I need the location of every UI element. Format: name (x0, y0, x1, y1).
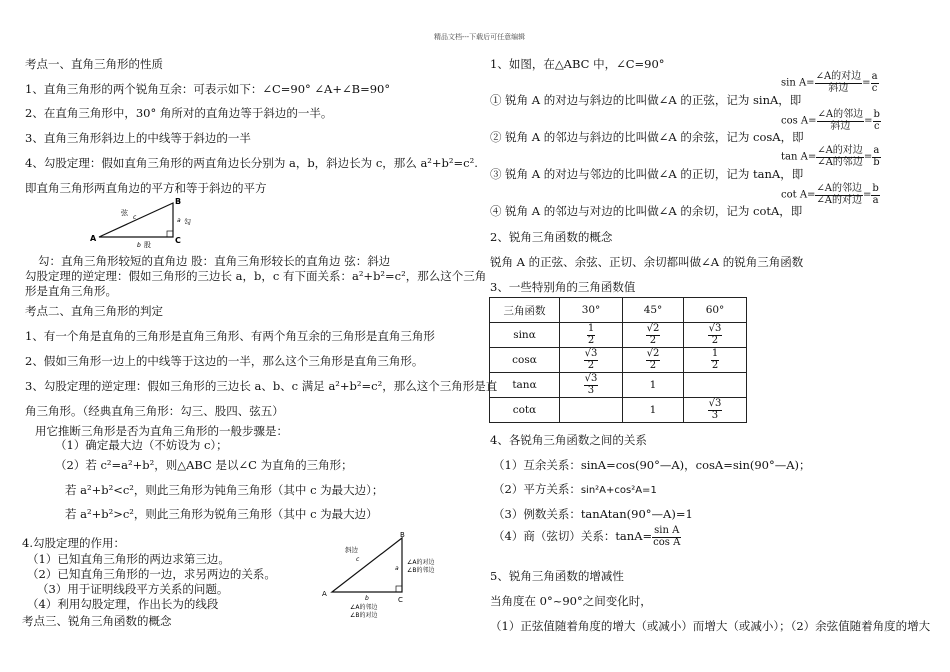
right-triangle-figure-1 (85, 195, 205, 250)
label-c: c (356, 556, 360, 563)
right-item-3: 3、一些特别角的三角函数值 (490, 280, 636, 294)
property-1: 1、直角三角形的两个锐角互余：可表示如下：∠C=90° ∠A+∠B=90° (25, 82, 391, 96)
value-cell: 1 (623, 373, 684, 398)
uses-title: 4.勾股定理的作用： (22, 536, 125, 550)
sin-definition: ① 锐角 A 的对边与斜边的比叫做∠A 的正弦，记为 sinA，即 (490, 93, 802, 107)
label-C: C (398, 596, 403, 604)
section-title-1: 考点一、直角三角形的性质 (25, 57, 163, 71)
label-hyp: 弦 (121, 209, 128, 217)
fn-name: cosα (490, 348, 560, 373)
relation-4-fraction: $\frac{\text{sin A}}{\text{cos A}}$ (653, 525, 681, 548)
step-3: 若 a²+b²<c²，则此三角形为钝角三角形（其中 c 为最大边）； (65, 483, 384, 497)
right-angle-mark (167, 231, 173, 237)
label-A: A (90, 234, 97, 243)
formula-lhs: cot A= (781, 189, 816, 201)
table-header: 三角函数 (490, 298, 560, 323)
table-row (490, 348, 747, 373)
value-cell: $\frac{√2}{2}$ (623, 323, 684, 348)
side-definitions: 勾：直角三角形较短的直角边 股：直角三角形较长的直角边 弦：斜边 (38, 254, 391, 268)
section-title-2: 考点二、直角三角形的判定 (25, 304, 163, 318)
label-gu: 股 (144, 241, 151, 249)
property-2: 2、在直角三角形中，30° 角所对的直角边等于斜边的一半。 (25, 106, 333, 120)
label-a: a (395, 565, 399, 572)
relation-2 (493, 481, 657, 497)
value-cell: 1 (623, 398, 684, 423)
formula-lhs: tan A= (781, 151, 817, 163)
right-item-5-intro: 当角度在 0°~90°之间变化时， (490, 594, 652, 608)
tan-formula: tan A= $\frac{\text{∠A的对边}}{\text{∠A的邻边}}$ = $\frac{a}{b}$ (781, 145, 880, 168)
label-bot1: ∠A的邻边 (350, 604, 378, 611)
special-angle-table (489, 297, 747, 423)
label-A: A (322, 590, 327, 598)
table-header-row (490, 298, 747, 323)
right-triangle-figure-2 (310, 528, 470, 624)
page-header: 精品文档---下载后可任意编辑 (434, 33, 526, 41)
label-opp: ∠A的对边 (407, 559, 435, 566)
table-header: 45° (623, 298, 684, 323)
use-3: （3）用于证明线段平方关系的问题。 (37, 582, 229, 596)
table-header: 30° (560, 298, 623, 323)
label-a: a (177, 217, 181, 224)
value-cell: $\frac{√3}{2}$ (684, 323, 747, 348)
triangle-shape (332, 538, 402, 592)
value-cell: $\frac{1}{2}$ (560, 323, 623, 348)
property-4: 4、勾股定理：假如直角三角形的两直角边长分别为 a，b，斜边长为 c，那么 a²+b²=c². (25, 156, 478, 170)
right-item-5-body: （1）正弦值随着角度的增大（或减小）而增大（或减小）；（2）余弦值随着角度的增大 (490, 619, 931, 633)
use-4: （4）利用勾股定理，作出长为的线段 (27, 597, 219, 611)
property-4-note: 即直角三角形两直角边的平方和等于斜边的平方 (25, 181, 267, 195)
right-item-2: 2、锐角三角函数的概念 (490, 230, 613, 244)
label-B: B (400, 531, 405, 539)
fn-name: sinα (490, 323, 560, 348)
value-cell: $\frac{√3}{3}$ (560, 373, 623, 398)
table-header: 60° (684, 298, 747, 323)
value-cell (684, 373, 747, 398)
table-row (490, 323, 747, 348)
relation-3: （3）例数关系：tanAtan(90°—A)=1 (493, 507, 693, 521)
label-gou: 勾 (184, 218, 191, 226)
use-1: （1）已知直角三角形的两边求第三边。 (27, 552, 230, 566)
value-cell: $\frac{√3}{2}$ (560, 348, 623, 373)
right-item-4: 4、各锐角三角函数之间的关系 (490, 433, 647, 447)
label-bot2: ∠B的对边 (350, 612, 378, 619)
value-cell (560, 398, 623, 423)
right-item-5: 5、锐角三角函数的增减性 (490, 569, 624, 583)
use-2: （2）已知直角三角形的一边，求另两边的关系。 (27, 567, 276, 581)
relation-2-label: （2）平方关系： (493, 482, 581, 496)
label-b: b (365, 595, 369, 602)
relation-4-label: （4）商（弦切）关系：tanA= (493, 529, 653, 543)
criterion-1: 1、有一个角是直角的三角形是直角三角形、有两个角互余的三角形是直角三角形 (25, 329, 435, 343)
steps-intro: 用它推断三角形是否为直角三角形的一般步骤是： (35, 424, 288, 438)
right-item-1: 1、如图，在△ABC 中，∠C=90° (490, 57, 665, 71)
label-B: B (175, 197, 182, 206)
step-4: 若 a²+b²>c²，则此三角形为锐角三角形（其中 c 为最大边） (65, 507, 378, 521)
table-row (490, 398, 747, 423)
converse-theorem-cont: 形是直角三角形。 (25, 284, 117, 298)
formula-lhs: sin A= (781, 77, 815, 89)
cot-definition: ④ 锐角 A 的邻边与对边的比叫做∠A 的余切，记为 cotA，即 (490, 204, 803, 218)
fn-name: cotα (490, 398, 560, 423)
right-item-2-body: 锐角 A 的正弦、余弦、正切、余切都叫做∠A 的锐角三角函数 (490, 255, 804, 269)
value-cell: $\frac{√3}{3}$ (684, 398, 747, 423)
label-hyp: 斜边 (345, 546, 358, 554)
fn-name: tanα (490, 373, 560, 398)
label-b: b (137, 242, 141, 249)
relation-1: （1）互余关系：sinA=cos(90°—A)，cosA=sin(90°—A)； (493, 458, 811, 472)
tan-definition: ③ 锐角 A 的对边与邻边的比叫做∠A 的正切，记为 tanA，即 (490, 167, 804, 181)
cot-formula: cot A= $\frac{\text{∠A的邻边}}{\text{∠A的对边}}$ = $\frac{b}{a}$ (781, 183, 879, 206)
label-c: c (133, 214, 137, 221)
property-3: 3、直角三角形斜边上的中线等于斜边的一半 (25, 131, 251, 145)
step-1: （1）确定最大边（不妨设为 c）； (55, 438, 228, 452)
criterion-2: 2、假如三角形一边上的中线等于这边的一半，那么这个三角形是直角三角形。 (25, 354, 424, 368)
label-adj: ∠B的邻边 (407, 567, 435, 574)
formula-lhs: cos A= (781, 115, 817, 127)
label-C: C (175, 236, 181, 245)
table-row (490, 373, 747, 398)
relation-2-formula: sin²A+cos²A=1 (580, 485, 657, 496)
step-2: （2）若 c²=a²+b²，则△ABC 是以∠C 为直角的三角形； (55, 458, 353, 472)
cos-formula: cos A= $\frac{\text{∠A的邻边}}{\text{斜边}}$ = $\frac{b}{c}$ (781, 109, 880, 132)
criterion-3-cont: 角三角形。（经典直角三角形：勾三、股四、弦五） (25, 404, 284, 418)
criterion-3: 3、勾股定理的逆定理：假如三角形的三边长 a、b、c 满足 a²+b²=c²，那么这个三角形是直 (25, 379, 498, 393)
section-title-3: 考点三、锐角三角函数的概念 (22, 614, 172, 628)
value-cell: $\frac{√2}{2}$ (623, 348, 684, 373)
right-angle-mark (396, 586, 402, 592)
value-cell: $\frac{1}{2}$ (684, 348, 747, 373)
relation-4 (493, 526, 681, 548)
sin-formula: sin A= $\frac{\text{∠A的对边}}{\text{斜边}}$ = $\frac{a}{c}$ (781, 71, 878, 94)
cos-definition: ② 锐角 A 的邻边与斜边的比叫做∠A 的余弦，记为 cosA，即 (490, 130, 804, 144)
converse-theorem: 勾股定理的逆定理：假如三角形的三边长 a，b，c 有下面关系：a²+b²=c²，那么这个三角 (25, 269, 487, 283)
